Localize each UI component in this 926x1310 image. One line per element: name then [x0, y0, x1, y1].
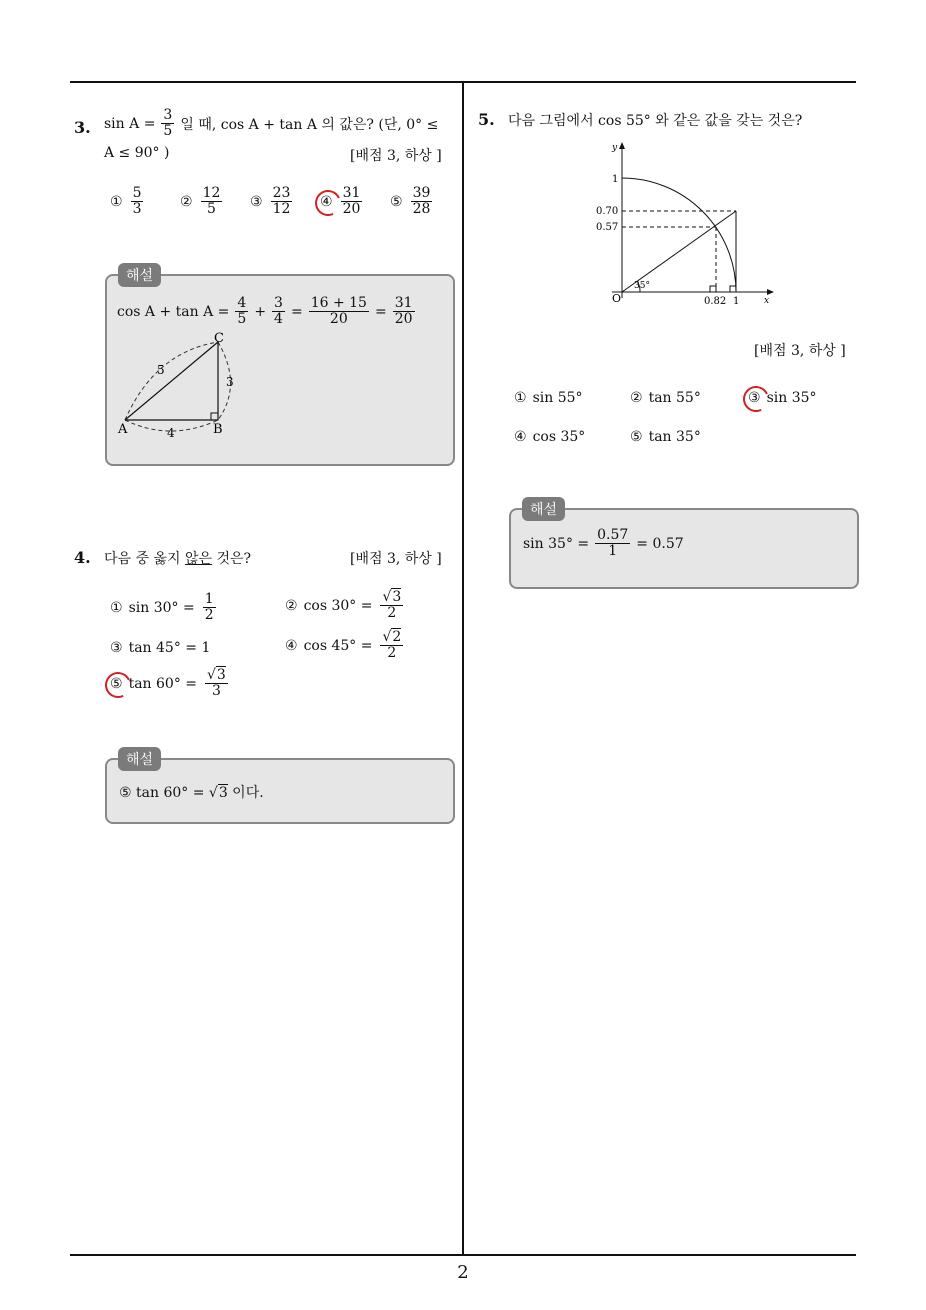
question-number: 4.	[74, 548, 91, 567]
x-axis-label: x	[764, 296, 770, 306]
question-text-part: sin A =	[104, 115, 156, 132]
unit-circle-graph	[590, 140, 780, 308]
answer-circle-mark: ③	[748, 390, 761, 406]
tick-y-070: 0.70	[596, 206, 619, 217]
choice-3[interactable]: ③ $\frac{23}{12}$	[250, 185, 291, 218]
choice-5[interactable]: ⑤ tan 35°	[630, 429, 701, 445]
choice-2[interactable]: ② $\frac{12}{5}$	[180, 185, 221, 218]
triangle-diagram	[115, 330, 245, 440]
solution-tag: 해설	[118, 747, 161, 771]
choice-5-selected[interactable]: ⑤ tan 60° = $\frac{√3}{3}$	[110, 667, 226, 700]
solution-text: ⑤ tan 60° = √3 이다.	[119, 785, 264, 801]
side-bc-label: 3	[226, 375, 234, 389]
underlined-word: 않은	[184, 551, 213, 567]
question-text-line2: A ≤ 90° )	[104, 145, 170, 161]
question-number: 3.	[74, 118, 91, 137]
tick-x-1: 1	[733, 296, 740, 307]
angle-label: 35°	[634, 281, 650, 291]
answer-circle-mark: ④	[320, 193, 333, 210]
question-text	[104, 108, 438, 140]
y-axis-label: y	[612, 143, 618, 153]
fraction: $\frac{3}{5}$	[163, 107, 173, 140]
solution-tag: 해설	[522, 497, 565, 521]
question-number: 5.	[478, 110, 495, 129]
vertex-a: A	[118, 422, 128, 437]
choice-1[interactable]: ① sin 30° = $\frac{1}{2}$	[110, 591, 214, 624]
vertex-c: C	[214, 331, 224, 346]
question-text-part: 일 때, cos A + tan A 의 값은? (단, 0° ≤	[180, 116, 439, 133]
choice-4[interactable]: ④ cos 35°	[514, 429, 586, 445]
question-text: 다음 그림에서 cos 55° 와 같은 값을 갖는 것은?	[508, 113, 803, 129]
solution-tag: 해설	[118, 263, 161, 287]
tick-y-057: 0.57	[596, 222, 619, 233]
solution-box	[105, 274, 455, 466]
score-label: [배점 3, 하상 ]	[754, 343, 846, 359]
choice-3-selected[interactable]: ③ sin 35°	[748, 390, 817, 406]
solution-equation: cos A + tan A = $\frac{4}{5}$ + $\frac{3}{4}$ = $\frac{16 + 15}{20}$ = $\frac{31}{20}$	[117, 295, 413, 328]
choice-2[interactable]: ② tan 55°	[630, 390, 701, 406]
choice-3[interactable]: ③ tan 45° = 1	[110, 640, 211, 656]
choice-5[interactable]: ⑤ $\frac{39}{28}$	[390, 185, 431, 218]
vertex-b: B	[213, 422, 223, 437]
question-text: 다음 중 옳지 않은 것은?	[104, 551, 252, 567]
tick-x-082: 0.82	[704, 296, 727, 307]
page-number: 2	[457, 1262, 469, 1283]
choice-1[interactable]: ① sin 55°	[514, 390, 583, 406]
score-label: [배점 3, 하상 ]	[350, 148, 442, 164]
choice-4[interactable]: ④ cos 45° = $\frac{√2}{2}$	[285, 629, 402, 662]
origin-label: O	[612, 292, 622, 305]
answer-circle-mark: ⑤	[110, 675, 123, 692]
choice-4-selected[interactable]: ④ $\frac{31}{20}$	[320, 185, 361, 218]
side-ab-label: 4	[167, 426, 175, 440]
column-divider	[462, 83, 464, 1256]
choice-2[interactable]: ② cos 30° = $\frac{√3}{2}$	[285, 589, 402, 622]
tick-y-1: 1	[612, 174, 619, 185]
bottom-rule	[70, 1254, 856, 1256]
side-ac-label: 5	[157, 363, 165, 377]
score-label: [배점 3, 하상 ]	[350, 551, 442, 567]
solution-equation: sin 35° = $\frac{0.57}{1}$ = 0.57	[523, 527, 684, 560]
choice-1[interactable]: ① $\frac{5}{3}$	[110, 185, 142, 218]
